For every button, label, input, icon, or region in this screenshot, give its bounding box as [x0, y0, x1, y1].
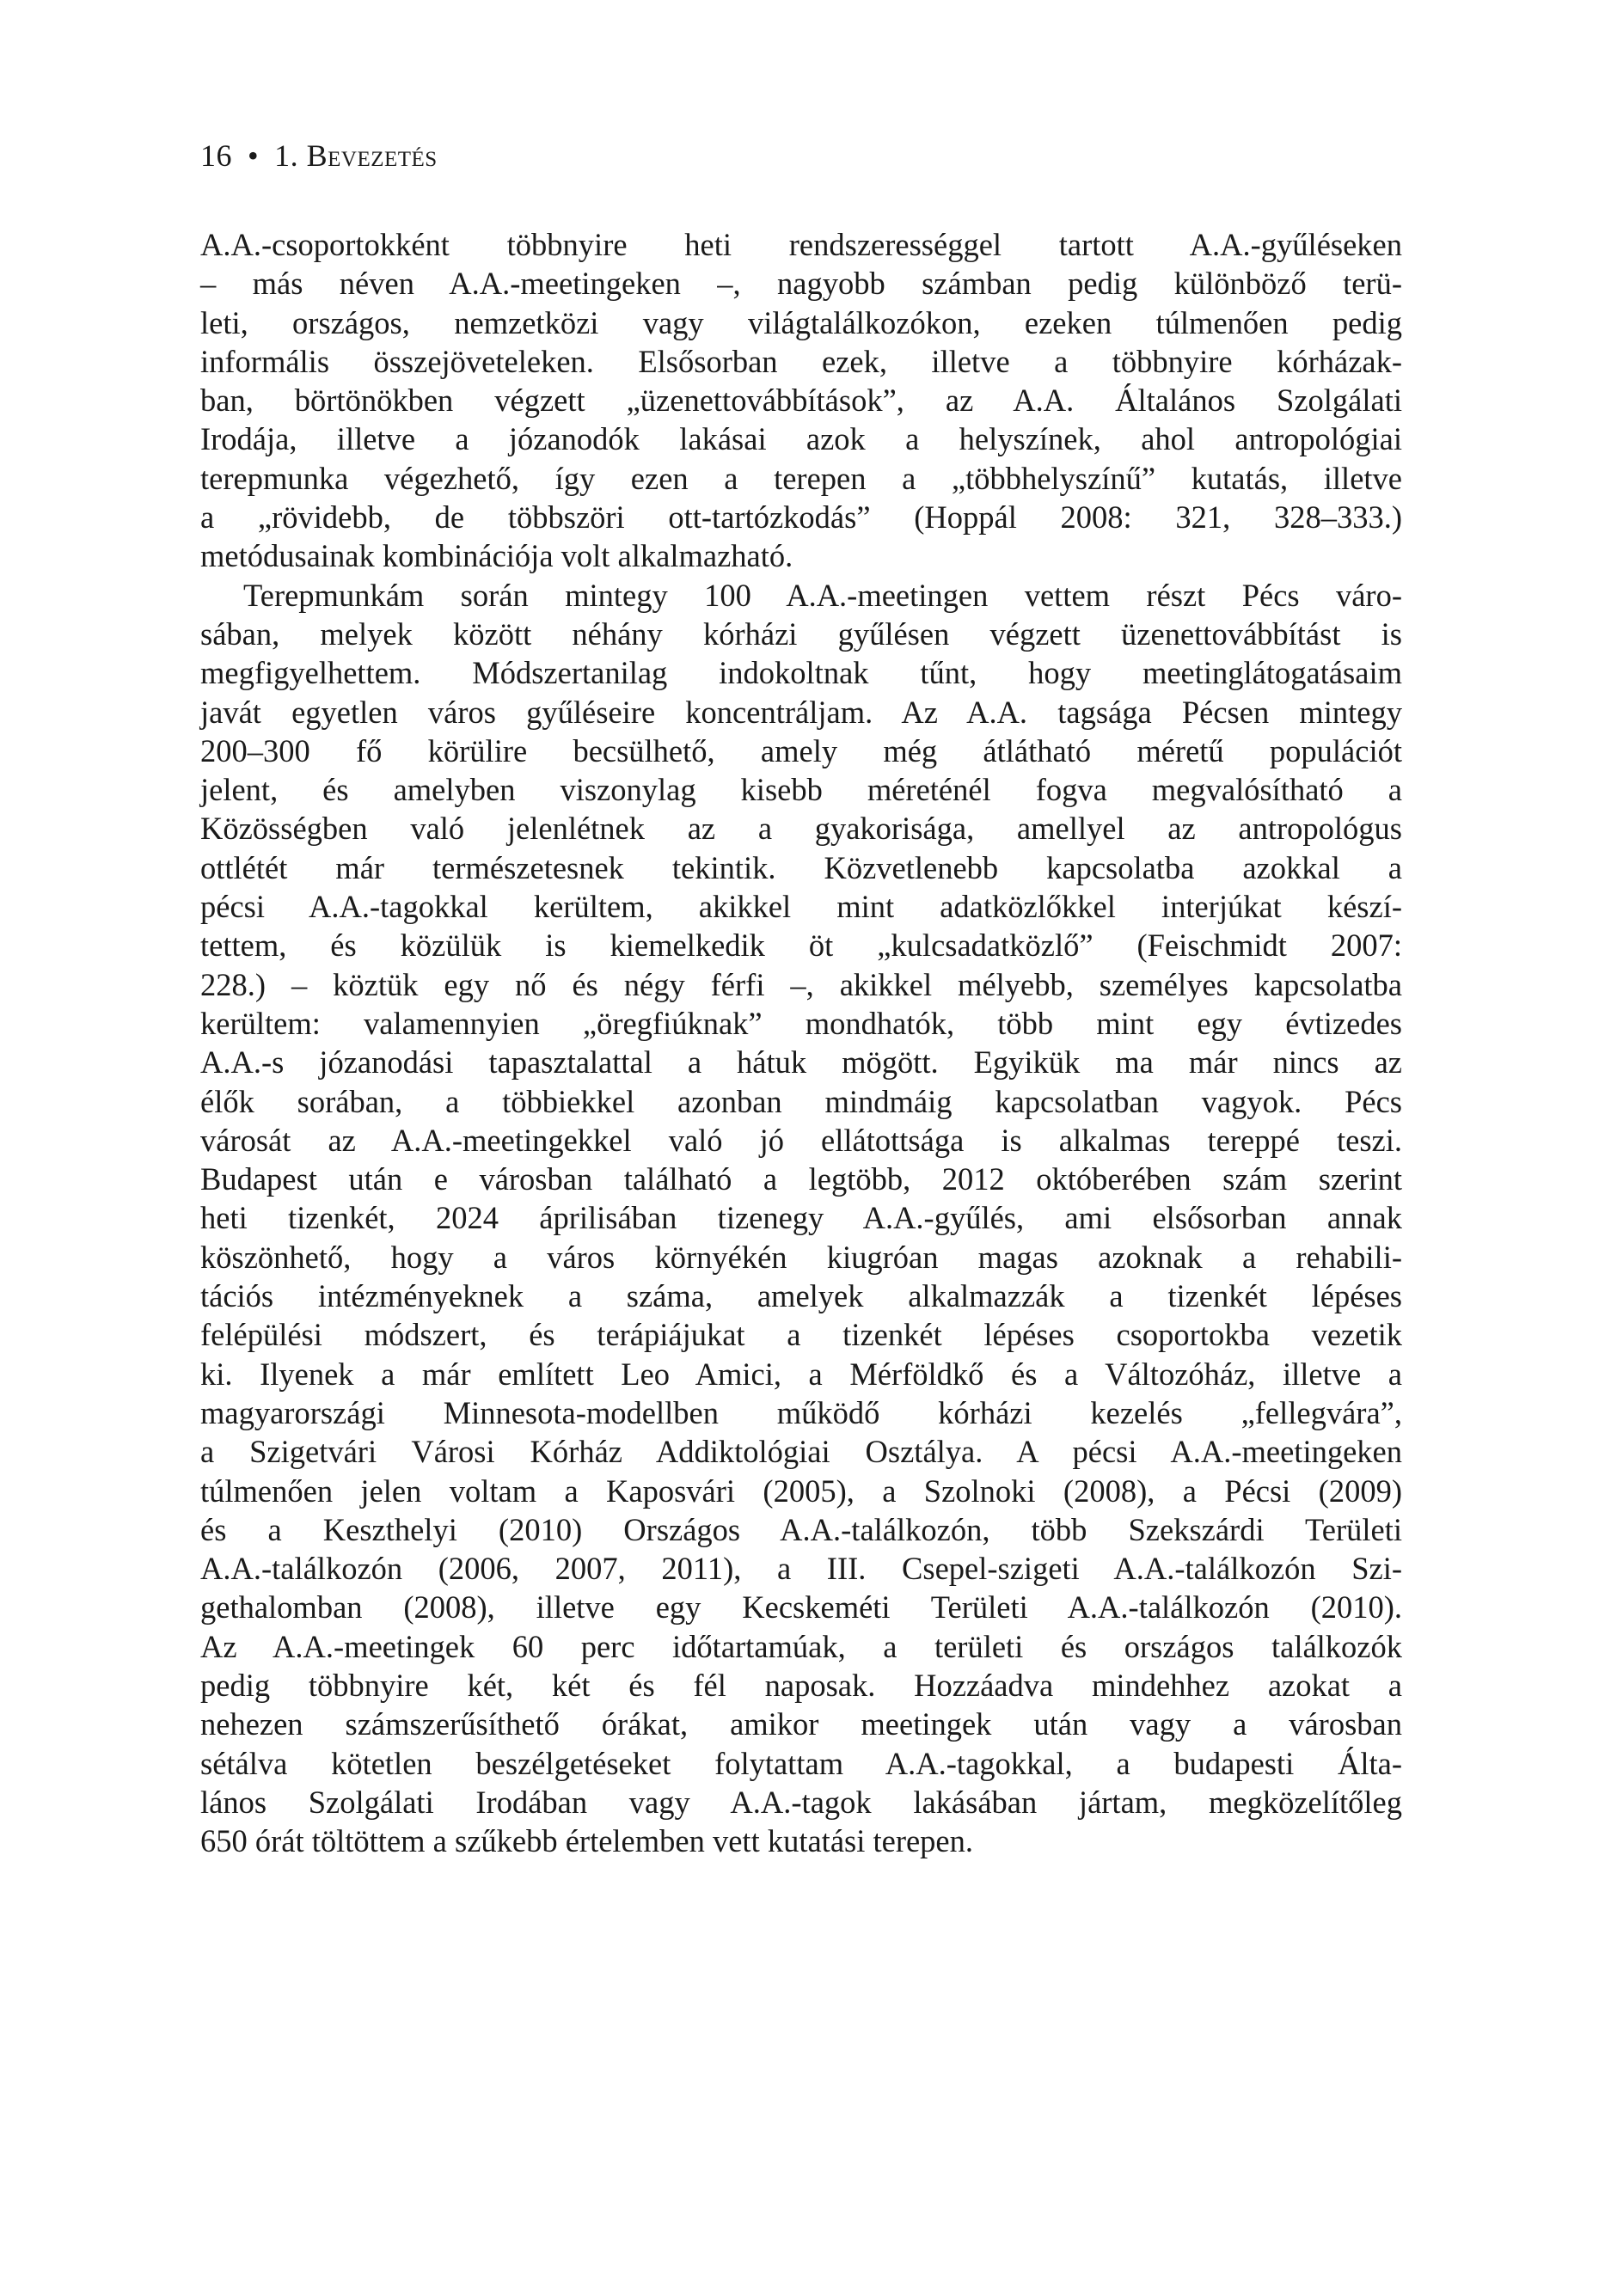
separator-bullet: •	[248, 138, 260, 173]
text-line: túlmenően jelen voltam a Kaposvári (2005), a Szolnoki (2008), a Pécsi (2009)	[200, 1473, 1402, 1509]
text-line: Az A.A.-meetingek 60 perc időtartamúak, a területi és országos találkozók	[200, 1628, 1402, 1664]
text-line: 200–300 fő körülire becsülhető, amely még átlátható méretű populációt	[200, 732, 1402, 768]
text-line: tettem, és közülük is kiemelkedik öt „kulcsadatközlő” (Feischmidt 2007:	[200, 928, 1402, 964]
chapter-title: 1. Bevezetés	[274, 138, 438, 173]
text-line: lános Szolgálati Irodában vagy A.A.-tagok lakásában jártam, megközelítőleg	[200, 1784, 1402, 1820]
text-line: sétálva kötetlen beszélgetéseket folytattam A.A.-tagokkal, a budapesti Álta-	[200, 1745, 1402, 1781]
text-line: terepmunka végezhető, így ezen a terepen a „többhelyszínű” kutatás, illetve	[200, 460, 1402, 496]
text-line: élők sorában, a többiekkel azonban mindmáig kapcsolatban vagyok. Pécs	[200, 1083, 1402, 1119]
text-line: informális összejöveteleken. Elsősorban ezek, illetve a többnyire kórházak-	[200, 343, 1402, 379]
text-line: 650 órát töltöttem a szűkebb értelemben vett kutatási terepen.	[200, 1823, 974, 1859]
paragraph	[200, 225, 1402, 576]
text-line: sában, melyek között néhány kórházi gyűlésen végzett üzenettovábbítást is	[200, 615, 1402, 652]
text-line: javát egyetlen város gyűléseire koncentráljam. Az A.A. tagsága Pécsen mintegy	[200, 694, 1402, 730]
text-line: Közösségben való jelenlétnek az a gyakorisága, amellyel az antropológus	[200, 811, 1402, 847]
text-line: tációs intézményeknek a száma, amelyek alkalmazzák a tizenkét lépéses	[200, 1278, 1402, 1314]
text-line: leti, országos, nemzetközi vagy világtalálkozókon, ezeken túlmenően pedig	[200, 304, 1402, 340]
text-line: városát az A.A.-meetingekkel való jó ellátottsága is alkalmas tereppé teszi.	[200, 1122, 1402, 1158]
text-line: ban, börtönökben végzett „üzenettovábbítások”, az A.A. Általános Szolgálati	[200, 383, 1402, 419]
text-line: kerültem: valamennyien „öregfiúknak” mondhatók, több mint egy évtizedes	[200, 1005, 1402, 1041]
text-line: és a Keszthelyi (2010) Országos A.A.-találkozón, több Szekszárdi Területi	[200, 1511, 1402, 1547]
text-line: Budapest után e városban található a legtöbb, 2012 októberében szám szerint	[200, 1161, 1402, 1197]
text-line: a Szigetvári Városi Kórház Addiktológiai Osztálya. A pécsi A.A.-meetingeken	[200, 1434, 1402, 1470]
text-line: Terepmunkám során mintegy 100 A.A.-meetingen vettem részt Pécs váro-	[243, 577, 1402, 613]
text-line: pécsi A.A.-tagokkal kerültem, akikkel mint adatközlőkkel interjúkat készí-	[200, 889, 1402, 925]
text-line: A.A.-találkozón (2006, 2007, 2011), a III. Csepel-szigeti A.A.-találkozón Szi-	[200, 1551, 1402, 1587]
text-line: köszönhető, hogy a város környékén kiugróan magas azoknak a rehabili-	[200, 1239, 1402, 1275]
text-line: pedig többnyire két, két és fél naposak. Hozzáadva mindehhez azokat a	[200, 1667, 1402, 1703]
text-line: ottlétét már természetesnek tekintik. Közvetlenebb kapcsolatba azokkal a	[200, 849, 1402, 885]
text-line: – más néven A.A.-meetingeken –, nagyobb számban pedig különböző terü-	[200, 266, 1402, 302]
text-line: jelent, és amelyben viszonylag kisebb méreténél fogva megvalósítható a	[200, 772, 1402, 808]
text-line: magyarországi Minnesota-modellben működő kórházi kezelés „fellegvára”,	[200, 1394, 1402, 1430]
text-line: ki. Ilyenek a már említett Leo Amici, a Mérföldkő és a Változóház, illetve a	[200, 1356, 1402, 1392]
text-line: metódusainak kombinációja volt alkalmazható.	[200, 538, 793, 574]
body-text	[200, 225, 1402, 1860]
text-line: felépülési módszert, és terápiájukat a tizenkét lépéses csoportokba vezetik	[200, 1317, 1402, 1353]
page-number: 16	[200, 138, 232, 173]
text-line: Irodája, illetve a józanodók lakásai azok a helyszínek, ahol antropológiai	[200, 421, 1402, 457]
text-line: a „rövidebb, de többszöri ott-tartózkodás” (Hoppál 2008: 321, 328–333.)	[200, 499, 1402, 536]
running-head	[200, 138, 438, 174]
text-line: megfigyelhettem. Módszertanilag indokoltnak tűnt, hogy meetinglátogatásaim	[200, 655, 1402, 691]
text-line: 228.) – köztük egy nő és négy férfi –, akikkel mélyebb, személyes kapcsolatba	[200, 966, 1402, 1002]
text-line: gethalomban (2008), illetve egy Kecskeméti Területi A.A.-találkozón (2010).	[200, 1589, 1402, 1626]
text-line: nehezen számszerűsíthető órákat, amikor meetingek után vagy a városban	[200, 1706, 1402, 1742]
text-line: heti tizenkét, 2024 áprilisában tizenegy A.A.-gyűlés, ami elsősorban annak	[200, 1200, 1402, 1236]
text-line: A.A.-csoportokként többnyire heti rendszerességgel tartott A.A.-gyűléseken	[200, 227, 1402, 262]
text-line: A.A.-s józanodási tapasztalattal a hátuk mögött. Egyikük ma már nincs az	[200, 1044, 1402, 1081]
paragraph	[200, 576, 1402, 1861]
